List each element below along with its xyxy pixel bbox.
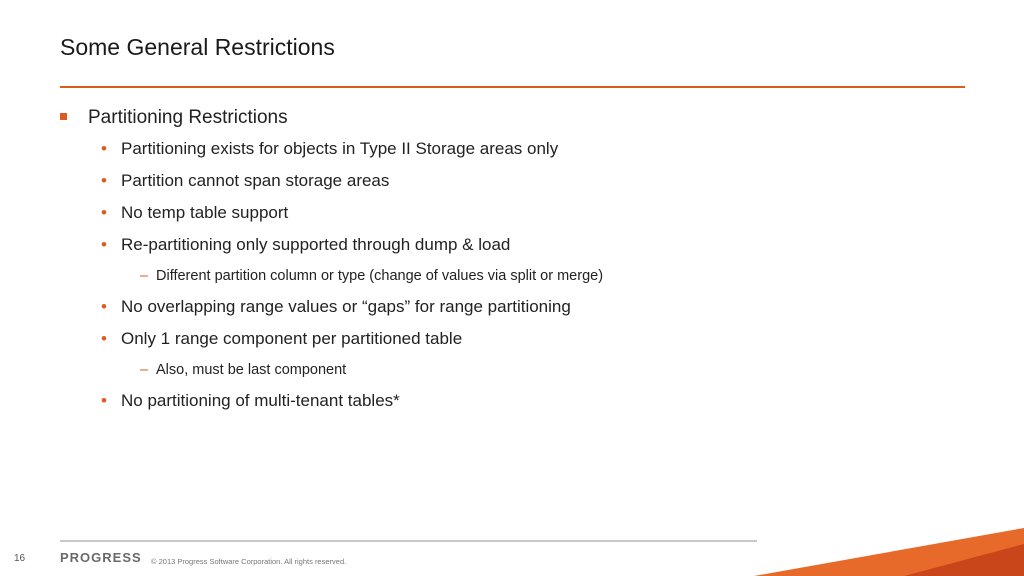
sub-bullet-item-text: Different partition column or type (change of values via split or merge) bbox=[156, 268, 604, 284]
progress-logo: PROGRESS bbox=[60, 550, 142, 565]
bullet-item bbox=[60, 170, 960, 192]
sub-bullet-item bbox=[60, 360, 960, 380]
footer-divider bbox=[60, 540, 757, 542]
bullet-dot-icon: • bbox=[101, 297, 107, 316]
dash-bullet-icon: – bbox=[140, 362, 149, 378]
bullet-item-text: Partitioning exists for objects in Type II Storage areas only bbox=[121, 139, 559, 158]
bullet-item-text: Re-partitioning only supported through dump & load bbox=[121, 235, 511, 254]
bullet-dot-icon: • bbox=[101, 391, 107, 410]
bullet-item bbox=[60, 138, 960, 160]
bullet-item bbox=[60, 234, 960, 256]
bullet-dot-icon: • bbox=[101, 171, 107, 190]
bullet-item-text: Partition cannot span storage areas bbox=[121, 171, 390, 190]
bullet-item bbox=[60, 202, 960, 224]
bullet-heading-text: Partitioning Restrictions bbox=[88, 107, 288, 128]
bullet-item-text: No overlapping range values or “gaps” for range partitioning bbox=[121, 297, 571, 316]
bullet-item bbox=[60, 296, 960, 318]
sub-bullet-item bbox=[60, 266, 960, 286]
bullet-dot-icon: • bbox=[101, 203, 107, 222]
bullet-item bbox=[60, 390, 960, 412]
corner-accent-graphic bbox=[754, 516, 1024, 576]
bullet-dot-icon: • bbox=[101, 235, 107, 254]
slide-content bbox=[60, 106, 960, 422]
sub-bullet-item-text: Also, must be last component bbox=[156, 362, 347, 378]
title-divider bbox=[60, 86, 965, 88]
square-bullet-icon bbox=[60, 113, 67, 120]
bullet-heading bbox=[60, 106, 960, 130]
bullet-item bbox=[60, 328, 960, 350]
slide-title: Some General Restrictions bbox=[60, 34, 335, 60]
bullet-dot-icon: • bbox=[101, 329, 107, 348]
bullet-item-text: Only 1 range component per partitioned table bbox=[121, 329, 463, 348]
page-number: 16 bbox=[14, 553, 26, 564]
bullet-dot-icon: • bbox=[101, 139, 107, 158]
bullet-item-text: No partitioning of multi-tenant tables* bbox=[121, 391, 400, 410]
dash-bullet-icon: – bbox=[140, 268, 149, 284]
copyright-text: © 2013 Progress Software Corporation. All rights reserved. bbox=[151, 557, 347, 566]
bullet-item-text: No temp table support bbox=[121, 203, 289, 222]
